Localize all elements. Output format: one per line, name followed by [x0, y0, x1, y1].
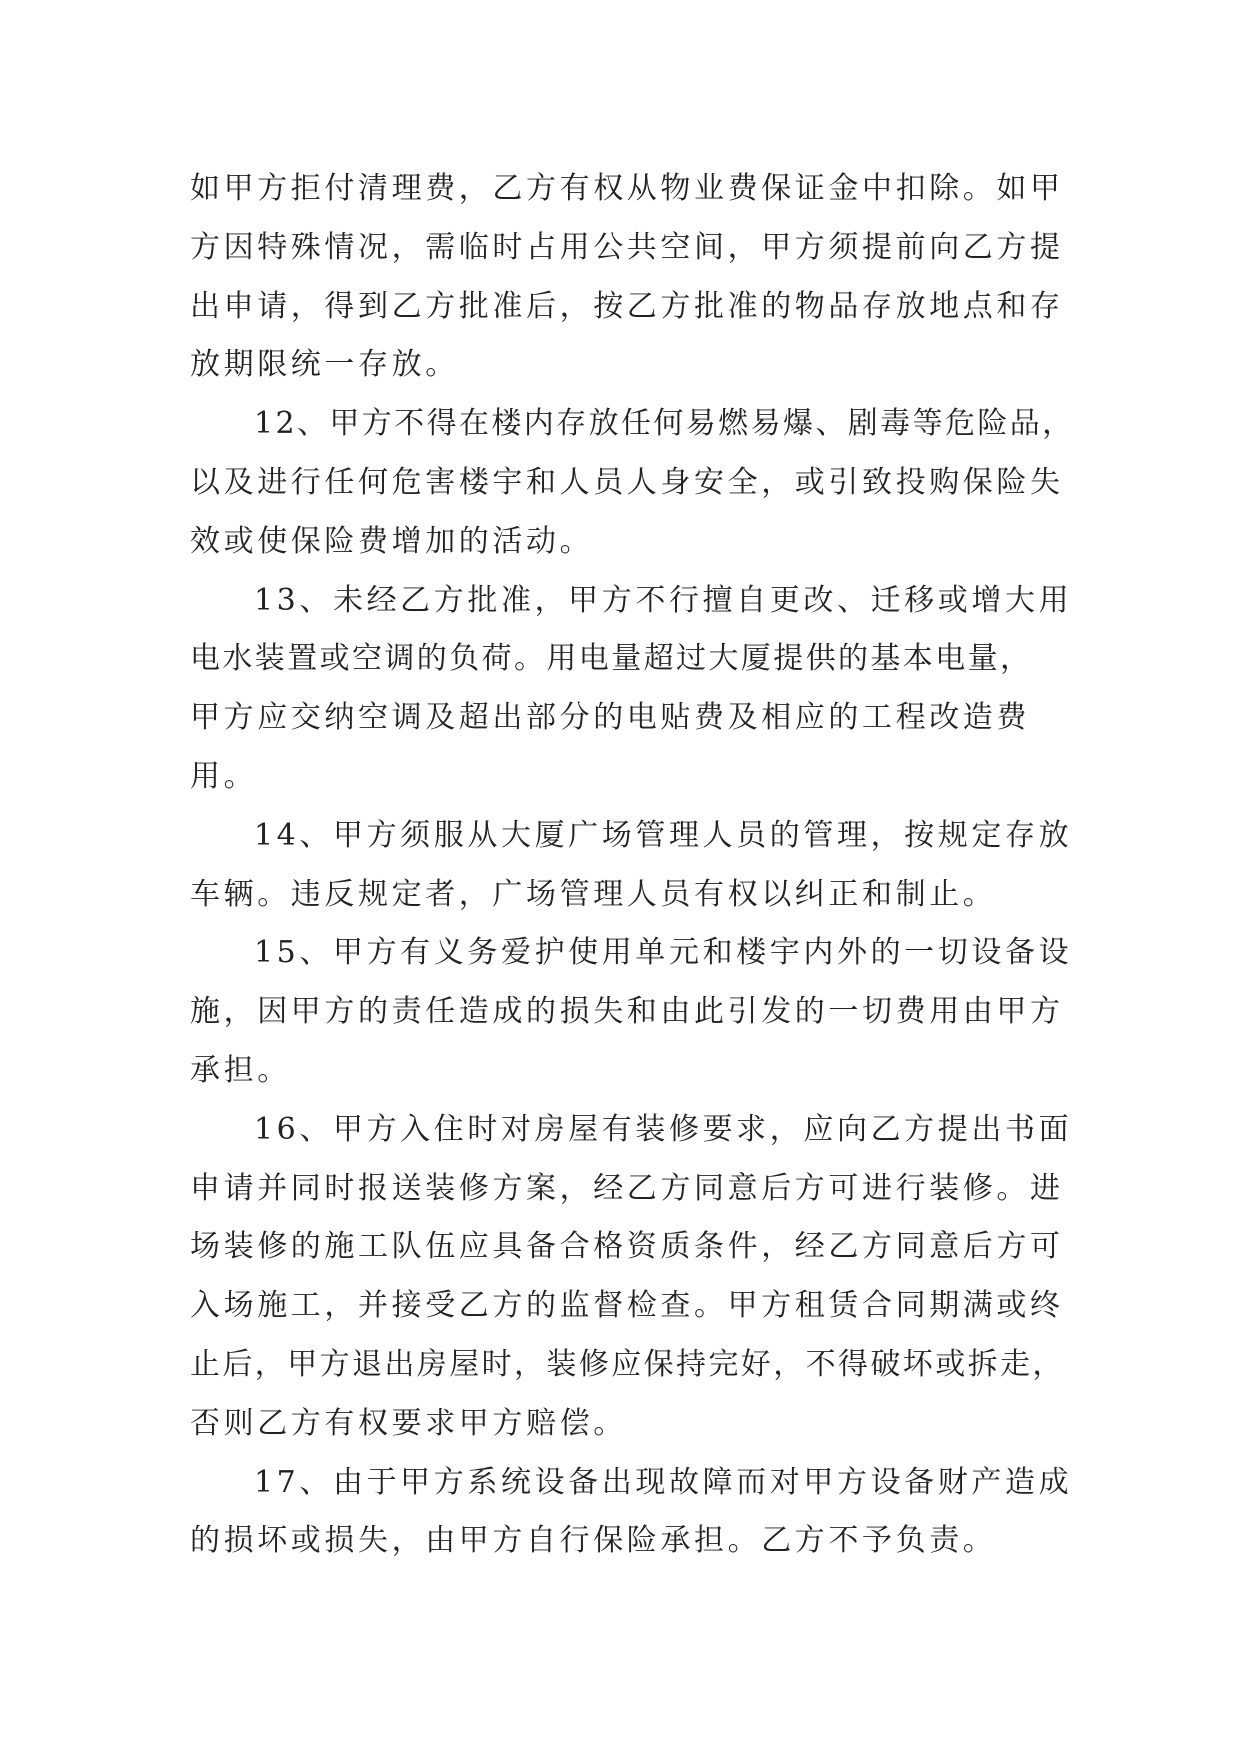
text-line: 甲方应交纳空调及超出部分的电贴费及相应的工程改造费 [190, 700, 1030, 736]
text-line: 用。 [190, 758, 258, 794]
text-line: 车辆。违反规定者，广场管理人员有权以纠正和制止。 [190, 876, 997, 912]
text-line: 止后，甲方退出房屋时，装修应保持完好，不得破坏或拆走， [190, 1346, 1065, 1382]
clause-16-line: 16、甲方入住时对房屋有装修要求，应向乙方提出书面 [254, 1111, 1073, 1147]
text-line: 以及进行任何危害楼宇和人员人身安全，或引致投购保险失 [190, 464, 1064, 500]
clause-14-line: 14、甲方须服从大厦广场管理人员的管理，按规定存放 [254, 817, 1073, 853]
text-line: 方因特殊情况，需临时占用公共空间，甲方须提前向乙方提 [190, 229, 1064, 265]
text-line: 申请并同时报送装修方案，经乙方同意后方可进行装修。进 [190, 1170, 1064, 1206]
text-line: 的损坏或损失，由甲方自行保险承担。乙方不予负责。 [190, 1523, 997, 1559]
text-line: 如甲方拒付清理费，乙方有权从物业费保证金中扣除。如甲 [190, 171, 1064, 206]
text-line: 出申请，得到乙方批准后，按乙方批准的物品存放地点和存 [190, 288, 1064, 324]
clause-12-line: 12、甲方不得在楼内存放任何易燃易爆、剧毒等危险品， [254, 406, 1075, 442]
clause-13-line: 13、未经乙方批准，甲方不行擅自更改、迁移或增大用 [254, 582, 1073, 618]
text-line: 入场施工，并接受乙方的监督检查。甲方租赁合同期满或终 [190, 1288, 1064, 1324]
text-line: 效或使保险费增加的活动。 [190, 523, 594, 559]
clause-15-line: 15、甲方有义务爱护使用单元和楼宇内外的一切设备设 [254, 935, 1073, 971]
text-line: 承担。 [190, 1052, 291, 1088]
clause-17-line: 17、由于甲方系统设备出现故障而对甲方设备财产造成 [254, 1464, 1073, 1500]
text-line: 场装修的施工队伍应具备合格资质条件，经乙方同意后方可 [190, 1229, 1064, 1265]
document-body [190, 160, 1075, 1571]
text-line: 施，因甲方的责任造成的损失和由此引发的一切费用由甲方 [190, 994, 1064, 1030]
text-line: 电水装置或空调的负荷。用电量超过大厦提供的基本电量， [190, 641, 1033, 677]
text-line: 放期限统一存放。 [190, 347, 459, 383]
text-line: 否则乙方有权要求甲方赔偿。 [190, 1405, 627, 1441]
